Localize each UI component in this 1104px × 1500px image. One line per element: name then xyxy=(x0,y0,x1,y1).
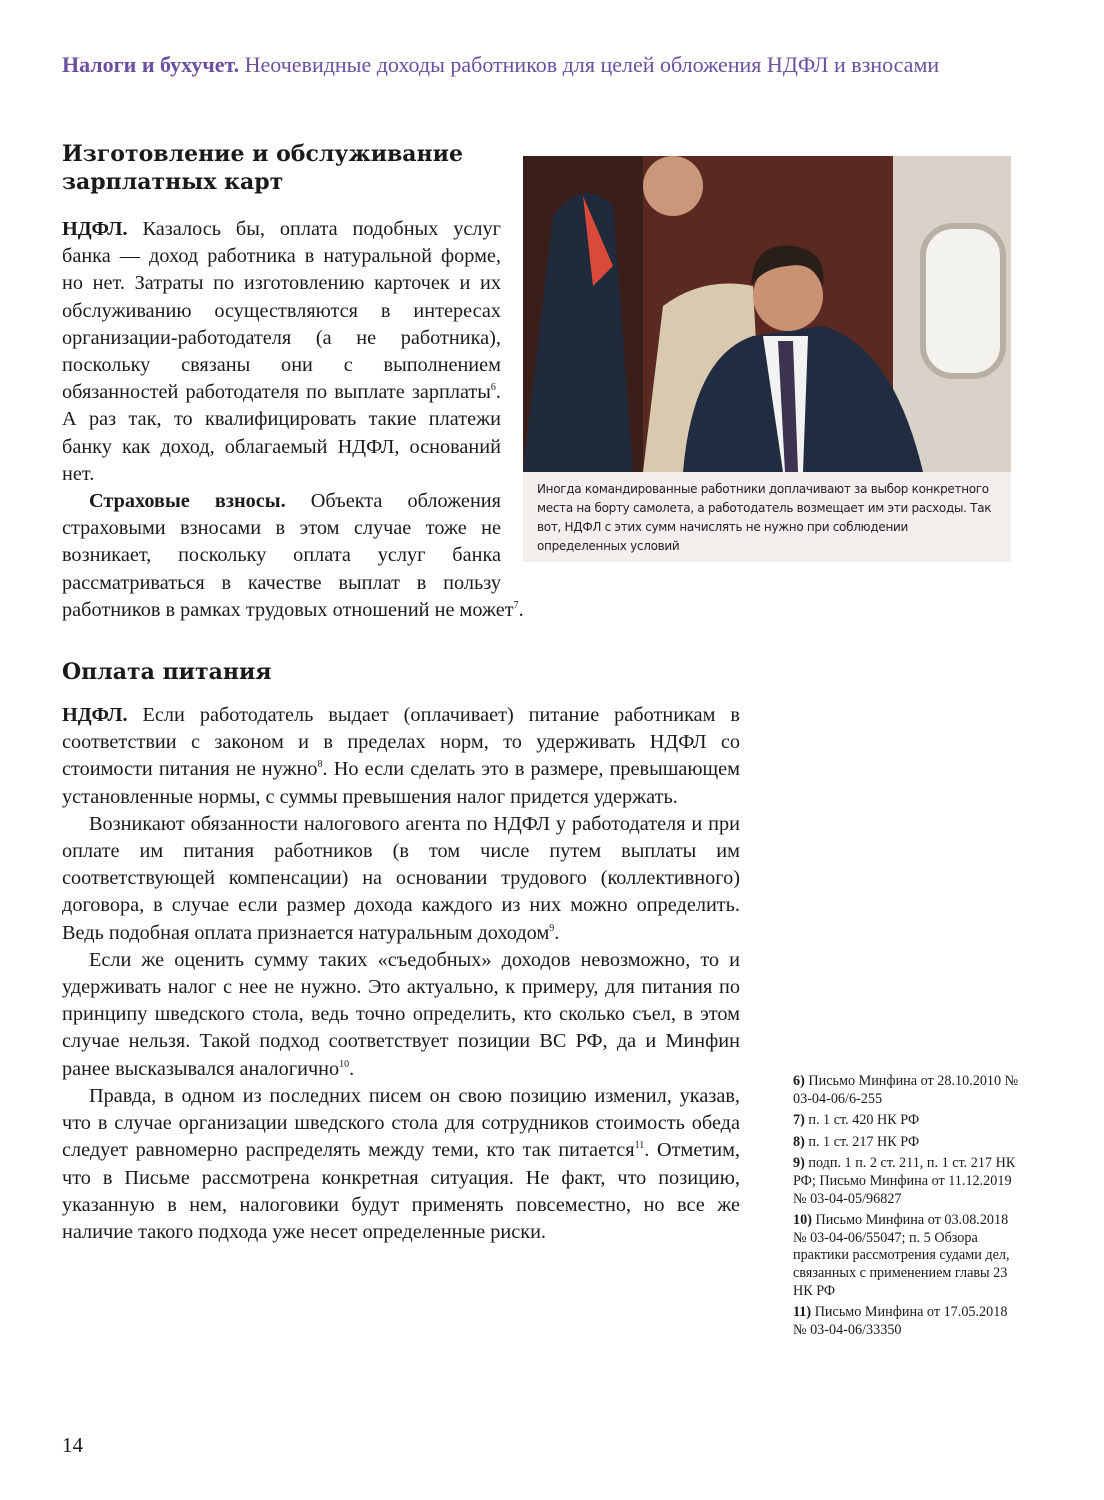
footnote-ref: 8 xyxy=(317,759,323,771)
section-heading: Оплата питания xyxy=(62,659,272,686)
lead-label: Страховые взносы. xyxy=(89,490,286,513)
paragraph xyxy=(62,947,740,1083)
paragraph xyxy=(62,1083,740,1246)
footnote xyxy=(793,1212,1023,1300)
footnote-number: 6) xyxy=(793,1073,805,1089)
paragraph-text: . Но если сделать это в размере, превышающем установленные нормы, с суммы превышения налог придется удержать. xyxy=(62,758,740,808)
footnote-text: п. 1 ст. 420 НК РФ xyxy=(808,1112,920,1129)
figure xyxy=(523,156,1011,562)
paragraph-text: Возникают обязанности налогового агента по НДФЛ у работодателя и при оплате им питания работников (в том числе путем выплаты им соответствующей компенсации) на основании трудового (коллективного) договора, в случае если размер дохода каждого из них можно определить. Ведь подобная оплата признается натуральным доходом xyxy=(62,812,740,944)
header-title: Неочевидные доходы работников для целей обложения НДФЛ и взносами xyxy=(244,52,940,77)
footnote-number: 7) xyxy=(793,1112,805,1129)
paragraph-text: . xyxy=(554,921,560,944)
footnote xyxy=(793,1134,1023,1152)
section-1 xyxy=(62,140,482,196)
paragraph-text: Если работодатель выдает (оплачивает) питание работникам в соответствии с законом и в пределах норм, то удерживать НДФЛ со стоимости питания не нужно xyxy=(62,704,740,781)
footnote-text: п. 1 ст. 217 НК РФ xyxy=(808,1133,920,1150)
lead-label: НДФЛ. xyxy=(62,704,128,727)
paragraph xyxy=(62,811,740,947)
footnotes xyxy=(793,1073,1023,1343)
paragraph-text: Объекта обложения страховыми взносами в этом случае тоже не возникает, поскольку оплата услуг банка рассматриваться в качестве выплат в пользу работников в рамках трудовых отношений не может xyxy=(62,490,514,621)
footnote xyxy=(793,1155,1023,1208)
footnote-number: 9) xyxy=(793,1155,805,1172)
footnote-ref: 9 xyxy=(549,922,555,934)
footnote-text: Письмо Минфина от 28.10.2010 № 03-04-06/6-255 xyxy=(793,1073,1019,1107)
running-header xyxy=(62,52,939,78)
paragraph-text: Казалось бы, оплата подобных услуг банка — доход работника в натуральной форме, но нет. Затраты по изготовлению карточек и их обслуживанию осуществляются в интересах организации-работодателя (а не работника), поскольку связаны они с выполнением обязанностей работодателя по выплате зарплаты xyxy=(62,218,501,404)
footnote-number: 10) xyxy=(793,1212,812,1229)
page-number: 14 xyxy=(62,1433,83,1457)
paragraph xyxy=(62,702,740,811)
lead-label: НДФЛ. xyxy=(62,218,128,240)
footnote-ref: 6 xyxy=(490,382,496,394)
footnote-ref: 11 xyxy=(634,1140,645,1152)
footnote-number: 11) xyxy=(793,1304,812,1321)
figure-caption: Иногда командированные работники доплачивают за выбор конкретного места на борту самолета, а работодатель возмещает им эти расходы. Так вот, НДФЛ с этих сумм начислять не нужно при соблюдении определенных условий xyxy=(537,482,992,553)
footnote-ref: 10 xyxy=(339,1058,350,1070)
footnote xyxy=(793,1073,1023,1108)
footnote xyxy=(793,1112,1023,1130)
footnote xyxy=(793,1304,1023,1339)
header-section: Налоги и бухучет. xyxy=(62,52,240,77)
footnote-text: Письмо Минфина от 17.05.2018 № 03-04-06/33350 xyxy=(793,1304,1008,1338)
paragraph-text: . xyxy=(518,598,524,621)
paragraph-text: Правда, в одном из последних писем он свою позицию изменил, указав, что в случае организации шведского стола для сотрудников стоимость обеда следует равномерно распределять между теми, кто так питается xyxy=(62,1084,740,1162)
footnote-text: Письмо Минфина от 03.08.2018 № 03-04-06/55047; п. 5 Обзора практики рассмотрения судами дел, связанных с применением главы 23 НК РФ xyxy=(793,1212,1010,1299)
section-heading: Изготовление и обслуживание зарплатных карт xyxy=(62,141,463,195)
paragraph-text: . А раз так, то квалифицировать такие платежи банку как доход, облагаемый НДФЛ, оснований нет. xyxy=(62,381,501,485)
paragraph-text: Если же оценить сумму таких «съедобных» доходов невозможно, то и удерживать налог с нее не нужно. Это актуально, к примеру, для питания по принципу шведского стола, ведь точно определить, кто сколько съел, в этом случае нельзя. Такой подход соответствует позиции ВС РФ, да и Минфин ранее высказывался аналогично xyxy=(62,948,740,1080)
footnote-text: подп. 1 п. 2 ст. 211, п. 1 ст. 217 НК РФ; Письмо Минфина от 11.12.2019 № 03-04-05/96827 xyxy=(793,1155,1016,1207)
paragraph-text: . Отметим, что в Письме рассмотрена конкретная ситуация. Не факт, что позицию, указанную в нем, налоговики будут применять повсеместно, но все же наличие такого подхода уже несет определенные риски. xyxy=(62,1139,740,1243)
footnote-ref: 7 xyxy=(513,600,519,612)
paragraph-text: . xyxy=(349,1057,355,1080)
photo-airplane-cabin xyxy=(523,156,1011,472)
footnote-number: 8) xyxy=(793,1133,805,1150)
